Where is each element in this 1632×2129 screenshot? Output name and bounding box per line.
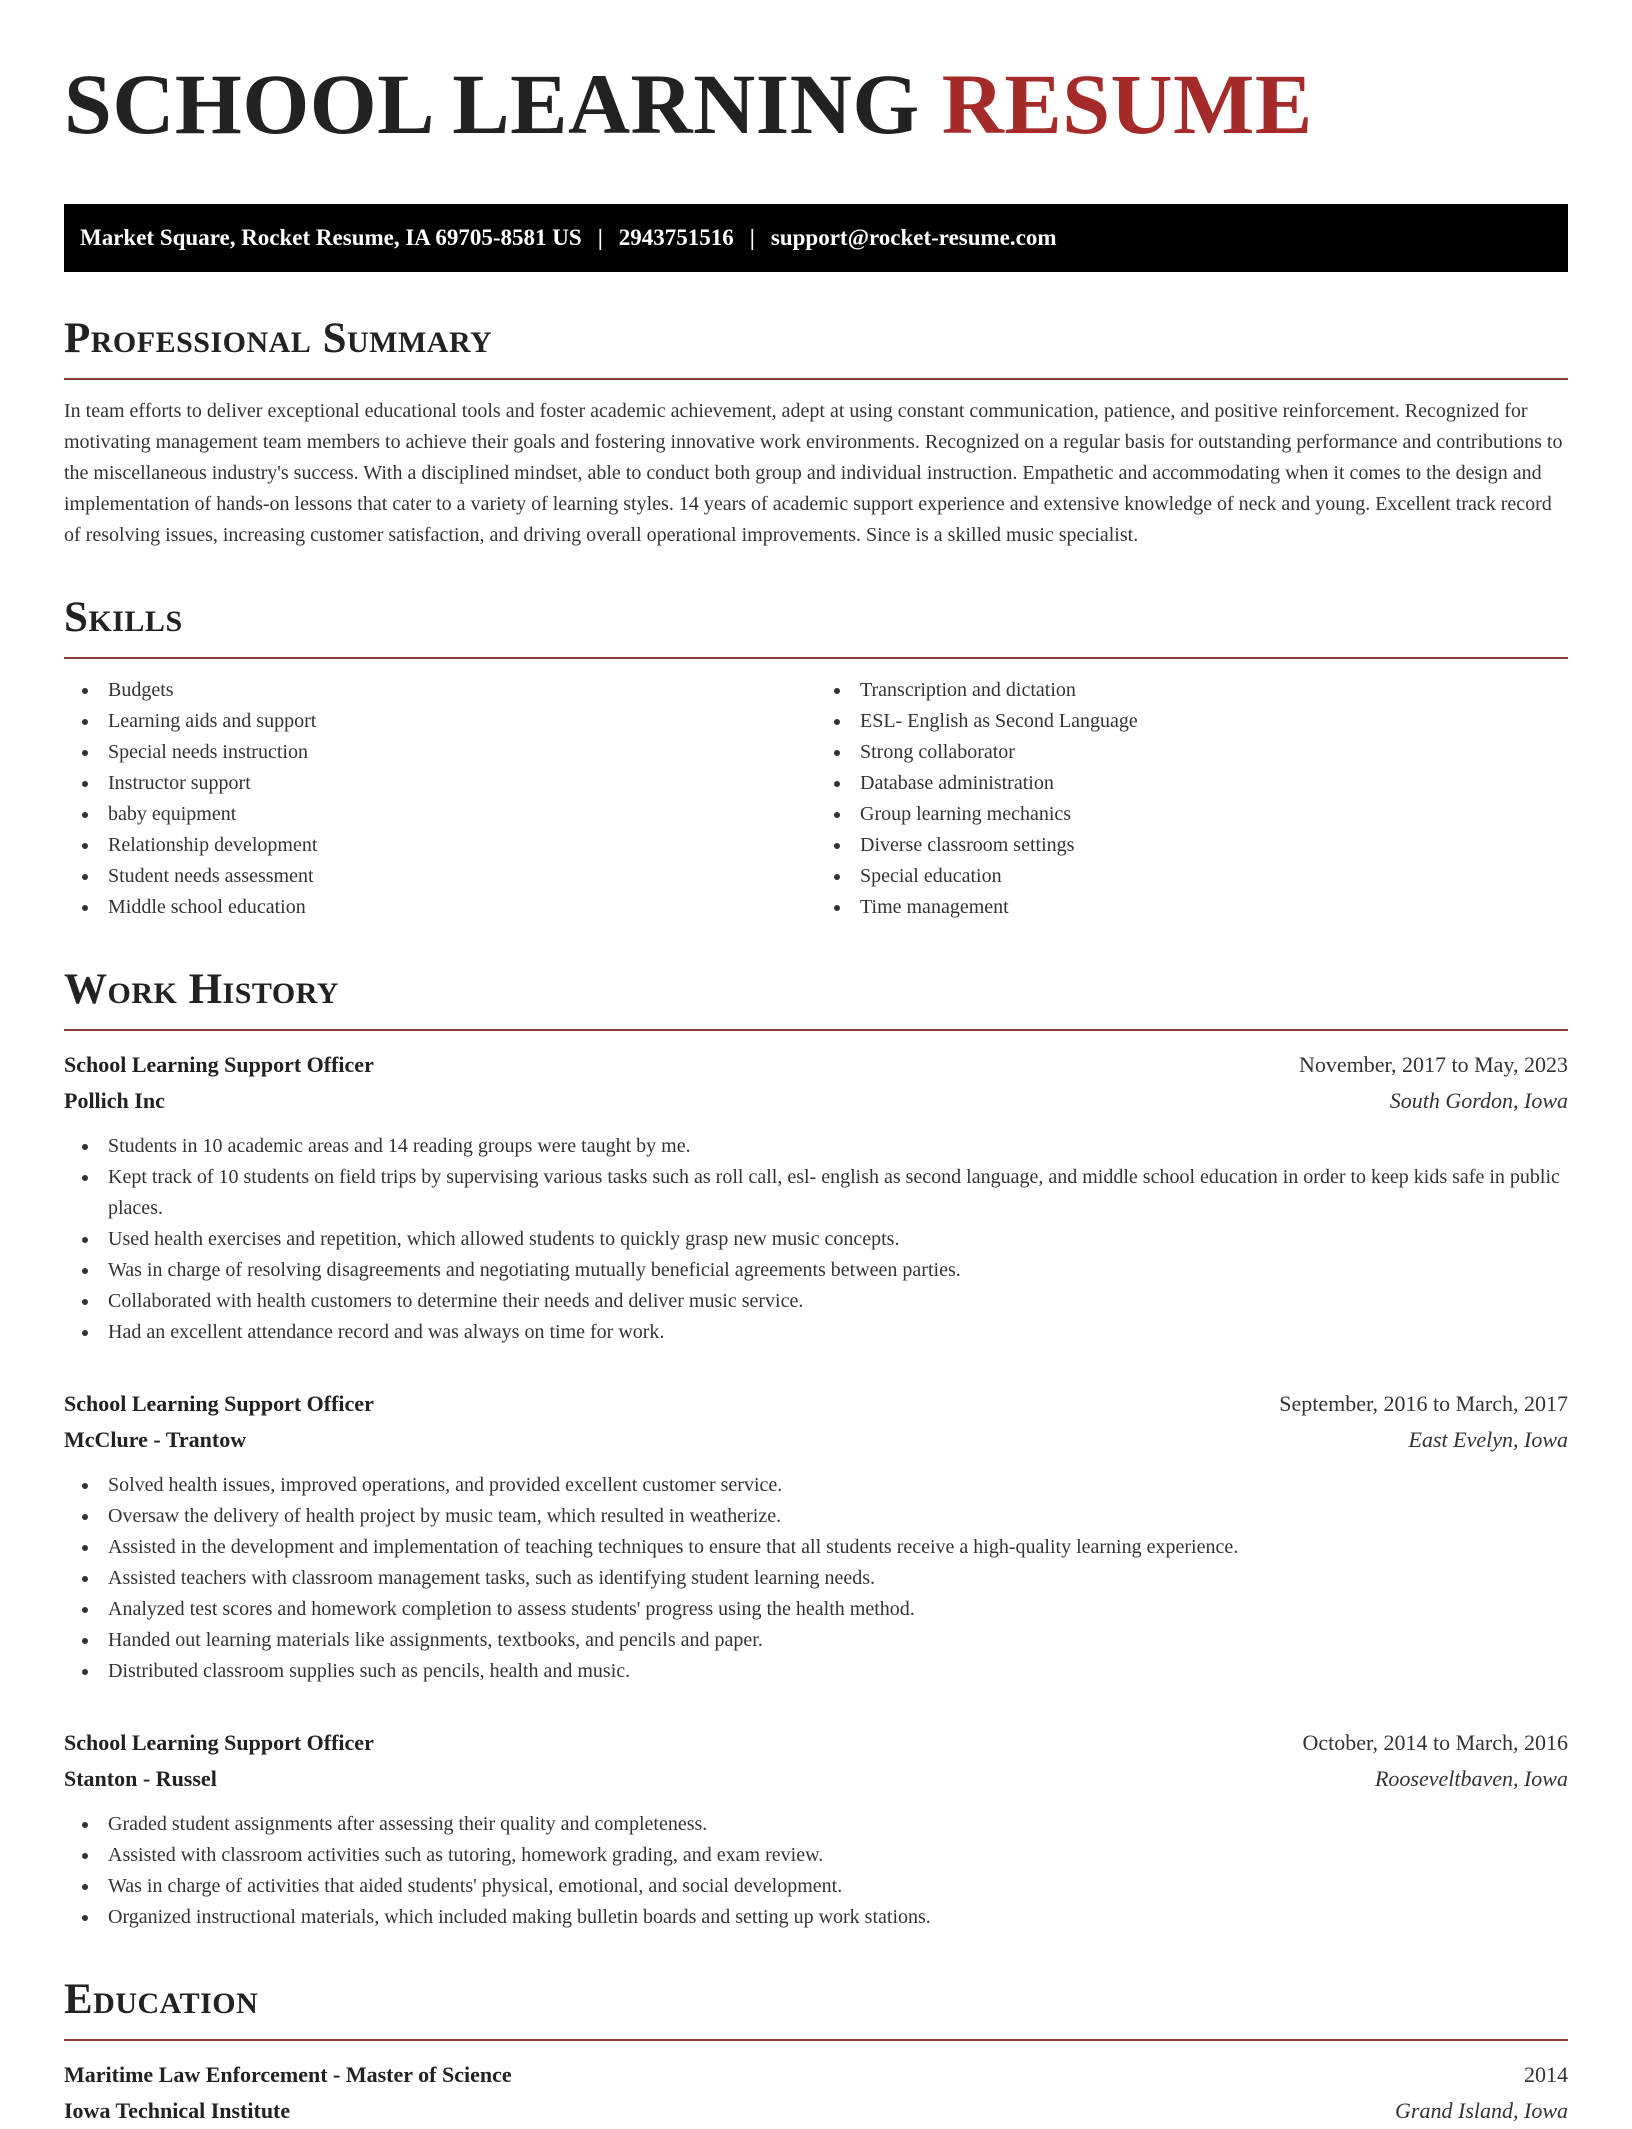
job-location: South Gordon, Iowa xyxy=(1389,1088,1568,1113)
job-location: Rooseveltbaven, Iowa xyxy=(1374,1766,1568,1791)
education-school-row xyxy=(64,2093,1568,2129)
job-bullet: Collaborated with health customers to determine their needs and deliver music service. xyxy=(64,1286,1568,1317)
contact-bar xyxy=(64,204,1568,272)
section-title-education: Education xyxy=(64,1976,259,2023)
job-bullet: Students in 10 academic areas and 14 reading groups were taught by me. xyxy=(64,1131,1568,1162)
education-school: Iowa Technical Institute xyxy=(64,2098,291,2123)
job-bullet: Oversaw the delivery of health project by music team, which resulted in weatherize. xyxy=(64,1501,1568,1532)
job-bullet: Had an excellent attendance record and was always on time for work. xyxy=(64,1317,1568,1348)
contact-phone: 2943751516 xyxy=(618,225,734,250)
job-bullet: Distributed classroom supplies such as pencils, health and music. xyxy=(64,1656,1568,1687)
skill-item: Transcription and dictation xyxy=(816,675,1568,706)
skill-item: Student needs assessment xyxy=(64,861,816,892)
job-company-row xyxy=(64,1422,1568,1458)
section-title-summary: Professional Summary xyxy=(64,315,493,362)
job-entry xyxy=(64,1386,1568,1687)
section-divider xyxy=(64,378,1568,380)
job-header-row xyxy=(64,1386,1568,1422)
education-section xyxy=(64,1977,1568,2129)
job-title: School Learning Support Officer xyxy=(64,1391,374,1416)
job-header-row xyxy=(64,1047,1568,1083)
skill-item: Database administration xyxy=(816,768,1568,799)
job-title: School Learning Support Officer xyxy=(64,1730,374,1755)
skills-column-left xyxy=(64,675,816,923)
job-bullets xyxy=(64,1470,1568,1687)
job-bullets xyxy=(64,1809,1568,1933)
contact-separator: | xyxy=(749,225,755,250)
contact-address: Market Square, Rocket Resume, IA 69705-8581 US xyxy=(80,225,582,250)
job-entry xyxy=(64,1047,1568,1348)
job-dates: November, 2017 to May, 2023 xyxy=(1299,1052,1568,1077)
resume-name xyxy=(64,58,1568,150)
job-company: Pollich Inc xyxy=(64,1088,165,1113)
job-bullet: Solved health issues, improved operations, and provided excellent customer service. xyxy=(64,1470,1568,1501)
skills-column-right xyxy=(816,675,1568,923)
skill-item: Strong collaborator xyxy=(816,737,1568,768)
section-divider xyxy=(64,2039,1568,2041)
job-dates: September, 2016 to March, 2017 xyxy=(1279,1391,1568,1416)
section-title-skills: Skills xyxy=(64,594,183,641)
skill-item: Relationship development xyxy=(64,830,816,861)
skill-item: Group learning mechanics xyxy=(816,799,1568,830)
skills-section xyxy=(64,595,1568,923)
skill-item: Middle school education xyxy=(64,892,816,923)
job-entry xyxy=(64,1725,1568,1933)
job-header-row xyxy=(64,1725,1568,1761)
section-divider xyxy=(64,657,1568,659)
job-company-row xyxy=(64,1761,1568,1797)
job-bullet: Assisted with classroom activities such as tutoring, homework grading, and exam review. xyxy=(64,1840,1568,1871)
job-bullet: Was in charge of resolving disagreements and negotiating mutually beneficial agreements between parties. xyxy=(64,1255,1568,1286)
section-divider xyxy=(64,1029,1568,1031)
education-degree: Maritime Law Enforcement - Master of Science xyxy=(64,2062,512,2087)
summary-section xyxy=(64,316,1568,551)
education-year: 2014 xyxy=(1524,2062,1568,2087)
contact-separator: | xyxy=(597,225,603,250)
skill-item: Special education xyxy=(816,861,1568,892)
skill-item: ESL- English as Second Language xyxy=(816,706,1568,737)
skill-item: Time management xyxy=(816,892,1568,923)
education-entry xyxy=(64,2057,1568,2129)
job-bullet: Graded student assignments after assessing their quality and completeness. xyxy=(64,1809,1568,1840)
job-bullets xyxy=(64,1131,1568,1348)
job-bullet: Assisted teachers with classroom management tasks, such as identifying student learning needs. xyxy=(64,1563,1568,1594)
work-history-section xyxy=(64,967,1568,1933)
skill-item: Special needs instruction xyxy=(64,737,816,768)
skill-item: Learning aids and support xyxy=(64,706,816,737)
summary-text: In team efforts to deliver exceptional educational tools and foster academic achievement, adept at using constant communication, patience, and positive reinforcement. Recognized for motivating management team members to achieve their goals and fostering innovative work environments. Recognized on a regular basis for outstanding performance and contributions to the miscellaneous industry's success. With a disciplined mindset, able to conduct both group and individual instruction. Empathetic and accommodating when it comes to the design and implementation of hands-on lessons that cater to a variety of learning styles. 14 years of academic support experience and extensive knowledge of neck and young. Excellent track record of resolving issues, increasing customer satisfaction, and driving overall operational improvements. Since is a skilled music specialist. xyxy=(64,400,1563,546)
job-bullet: Kept track of 10 students on field trips by supervising various tasks such as roll call, esl- english as second language, and middle school education in order to keep kids safe in public places. xyxy=(64,1162,1568,1224)
name-last: RESUME xyxy=(941,56,1313,152)
name-first: SCHOOL LEARNING xyxy=(64,56,920,152)
education-location: Grand Island, Iowa xyxy=(1395,2098,1568,2123)
skill-item: Instructor support xyxy=(64,768,816,799)
section-title-work-history: Work History xyxy=(64,966,339,1013)
job-dates: October, 2014 to March, 2016 xyxy=(1302,1730,1568,1755)
contact-email: support@rocket-resume.com xyxy=(770,225,1057,250)
job-bullet: Analyzed test scores and homework completion to assess students' progress using the health method. xyxy=(64,1594,1568,1625)
job-company-row xyxy=(64,1083,1568,1119)
job-company: McClure - Trantow xyxy=(64,1427,247,1452)
skill-item: baby equipment xyxy=(64,799,816,830)
job-bullet: Used health exercises and repetition, which allowed students to quickly grasp new music concepts. xyxy=(64,1224,1568,1255)
job-title: School Learning Support Officer xyxy=(64,1052,374,1077)
education-header-row xyxy=(64,2057,1568,2093)
skills-columns xyxy=(64,675,1568,923)
job-bullet: Handed out learning materials like assignments, textbooks, and pencils and paper. xyxy=(64,1625,1568,1656)
skill-item: Diverse classroom settings xyxy=(816,830,1568,861)
job-company: Stanton - Russel xyxy=(64,1766,217,1791)
job-location: East Evelyn, Iowa xyxy=(1408,1427,1568,1452)
job-bullet: Organized instructional materials, which included making bulletin boards and setting up work stations. xyxy=(64,1902,1568,1933)
skill-item: Budgets xyxy=(64,675,816,706)
job-bullet: Was in charge of activities that aided students' physical, emotional, and social development. xyxy=(64,1871,1568,1902)
job-bullet: Assisted in the development and implementation of teaching techniques to ensure that all students receive a high-quality learning experience. xyxy=(64,1532,1568,1563)
